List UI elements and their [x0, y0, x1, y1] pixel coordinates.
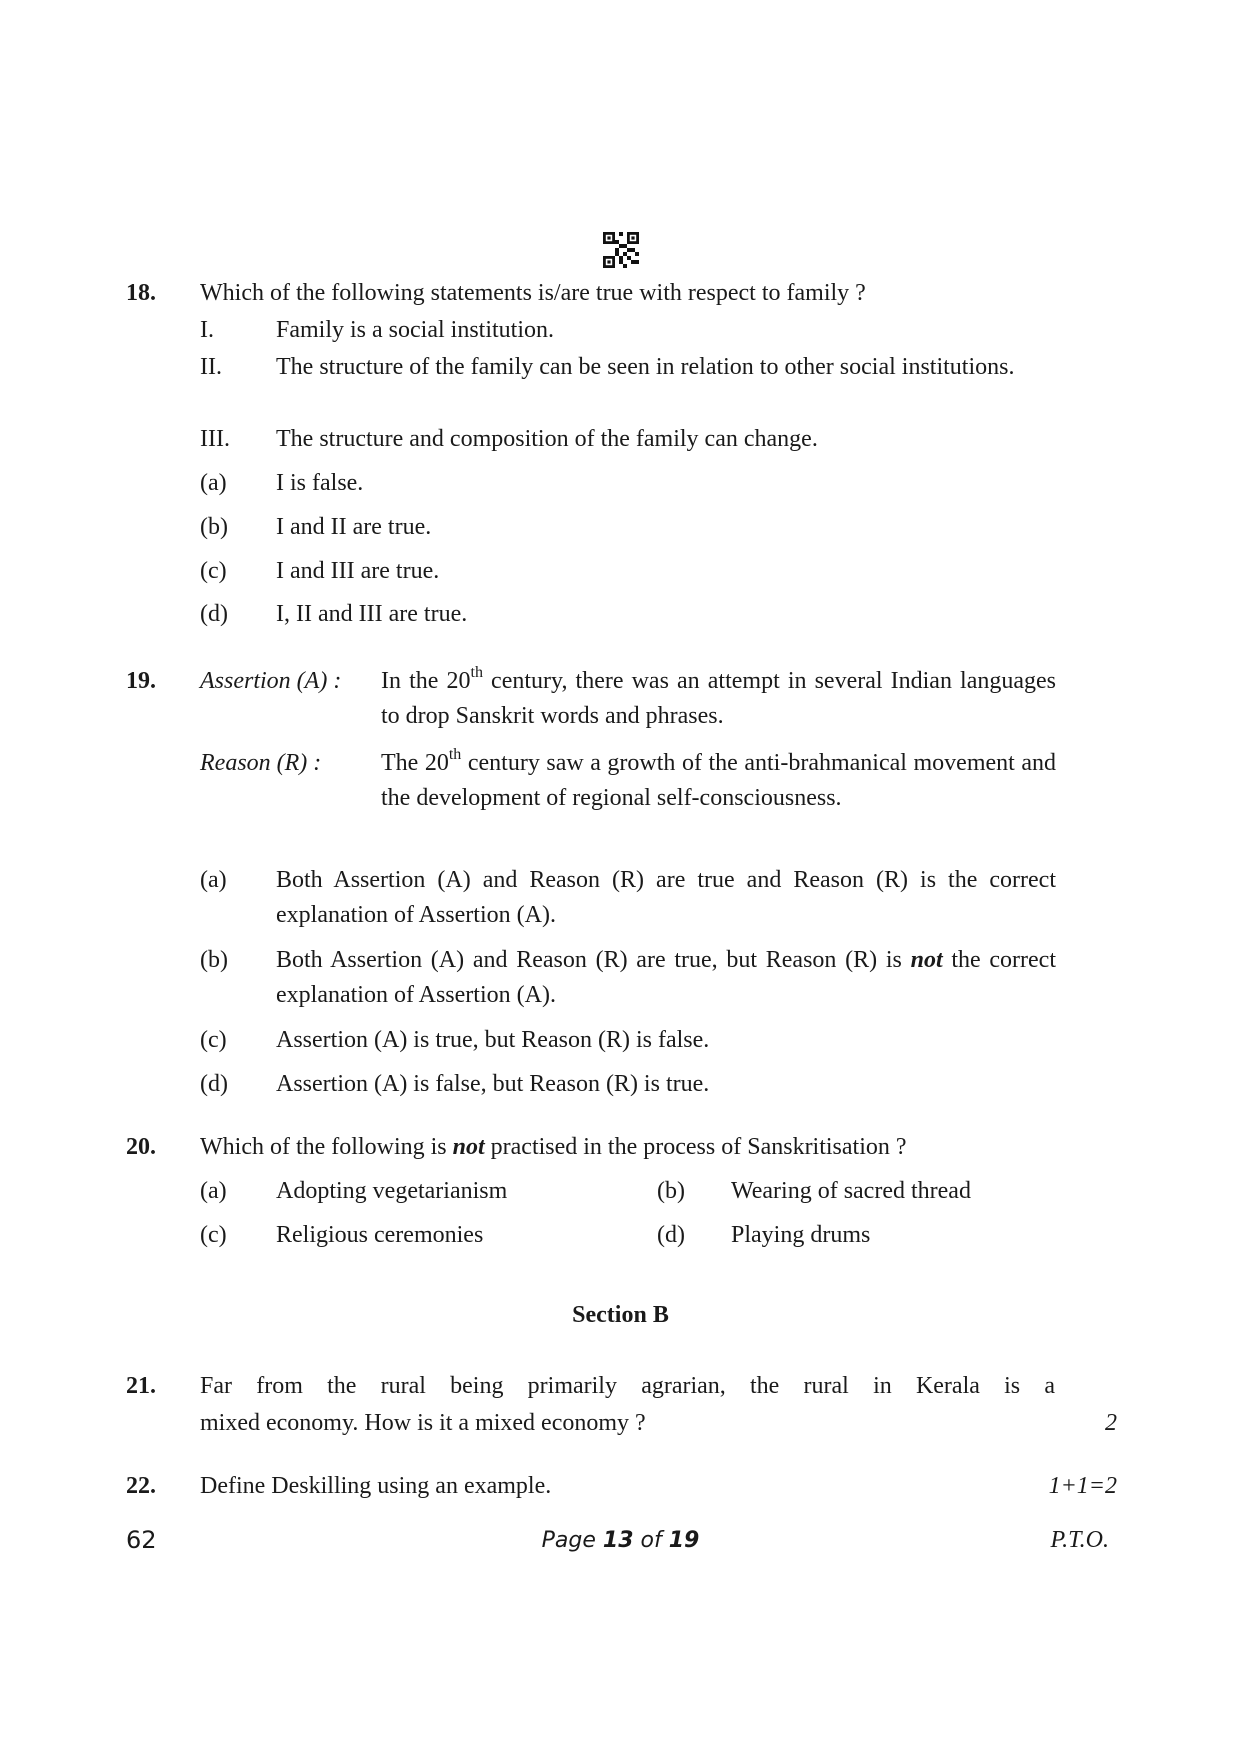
question-number: 19.: [126, 668, 156, 694]
option-label: (a): [200, 1178, 227, 1204]
option-label: (a): [200, 470, 227, 496]
statement-text: The structure of the family can be seen in relation to other social institutions.: [276, 354, 1015, 380]
option-label: (b): [657, 1178, 685, 1204]
option-text: I is false.: [276, 470, 364, 496]
paper-code: 62: [126, 1526, 157, 1554]
pto-label: P.T.O.: [1050, 1527, 1109, 1553]
option-label: (a): [200, 867, 227, 893]
statement-label: II.: [200, 354, 222, 380]
option-label: (c): [200, 1027, 227, 1053]
option-text: I, II and III are true.: [276, 601, 468, 627]
option-text: Religious ceremonies: [276, 1222, 484, 1248]
question-number: 20.: [126, 1134, 156, 1160]
option-label: (d): [657, 1222, 685, 1248]
page-indicator: Page 13 of 19: [541, 1528, 700, 1553]
qr-code-icon: [603, 232, 639, 268]
option-text: I and II are true.: [276, 514, 432, 540]
assertion-text: In the 20th century, there was an attempt in several Indian languages to drop Sanskrit words and phrases.: [381, 664, 1056, 729]
option-label: (b): [200, 514, 228, 540]
option-text: I and III are true.: [276, 558, 440, 584]
question-text: Which of the following statements is/are true with respect to family ?: [200, 280, 866, 306]
statement-label: III.: [200, 426, 230, 452]
question-text-line-2: mixed economy. How is it a mixed economy ?: [200, 1410, 646, 1436]
option-label: (c): [200, 558, 227, 584]
option-label: (d): [200, 1071, 228, 1097]
question-number: 21.: [126, 1373, 156, 1399]
option-label: (c): [200, 1222, 227, 1248]
section-heading: Section B: [572, 1302, 669, 1328]
statement-label: I.: [200, 317, 214, 343]
question-text: Which of the following is not practised in the process of Sanskritisation ?: [200, 1134, 907, 1160]
option-text: Adopting vegetarianism: [276, 1178, 508, 1204]
reason-text: The 20th century saw a growth of the anti-brahmanical movement and the development of regional self-consciousness.: [381, 746, 1056, 811]
option-text: Playing drums: [731, 1222, 871, 1248]
option-text: Both Assertion (A) and Reason (R) are true, but Reason (R) is not the correct explanation of Assertion (A).: [276, 947, 1056, 1008]
option-text: Both Assertion (A) and Reason (R) are true and Reason (R) is the correct explanation of Assertion (A).: [276, 867, 1056, 928]
statement-text: Family is a social institution.: [276, 317, 554, 343]
question-text: Define Deskilling using an example.: [200, 1473, 552, 1499]
question-text-line-1: Far from the rural being primarily agrarian, the rural in Kerala is a: [200, 1373, 1055, 1399]
option-text: Wearing of sacred thread: [731, 1178, 971, 1204]
option-text: Assertion (A) is true, but Reason (R) is false.: [276, 1027, 710, 1053]
reason-label: Reason (R) :: [200, 750, 322, 776]
option-text: Assertion (A) is false, but Reason (R) is true.: [276, 1071, 710, 1097]
option-label: (b): [200, 947, 228, 973]
marks: 1+1=2: [1048, 1473, 1117, 1499]
marks: 2: [1105, 1410, 1117, 1436]
option-label: (d): [200, 601, 228, 627]
question-number: 22.: [126, 1473, 156, 1499]
statement-text: The structure and composition of the family can change.: [276, 426, 818, 452]
assertion-label: Assertion (A) :: [200, 668, 342, 694]
question-number: 18.: [126, 280, 156, 306]
